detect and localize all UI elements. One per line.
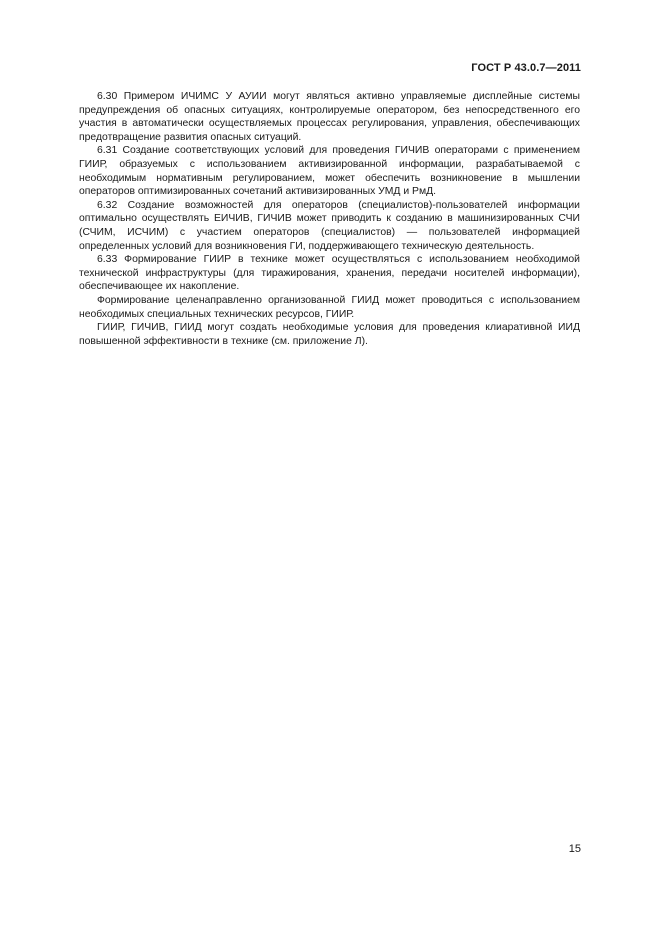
page-number: 15: [568, 843, 581, 855]
paragraph-6-33: 6.33 Формирование ГИИР в технике может осуществляться с использованием необходимой технической инфраструктуры (для тиражирования, хранения, передачи носителей информации), обеспечивающее их накопление.: [79, 254, 580, 293]
document-body: [79, 90, 580, 348]
paragraph-giid: Формирование целенаправленно организованной ГИИД может проводиться с использованием необходимых специальных технических ресурсов, ГИИР.: [79, 294, 580, 320]
paragraph-6-31: 6.31 Создание соответствующих условий для проведения ГИЧИВ операторами с применением ГИИР, образуемых с использованием активизированной информации, разрабатываемой с необходимым нормативным регулированием, может обеспечить возникновение в мышлении операторов оптимизированных сочетаний активизированных УМД и РмД.: [79, 145, 580, 198]
paragraph-conclusion: ГИИР, ГИЧИВ, ГИИД могут создать необходимые условия для проведения клиаративной ИИД повышенной эффективности в технике (см. приложение Л).: [79, 322, 580, 347]
document-code: ГОСТ Р 43.0.7—2011: [471, 62, 581, 74]
paragraph-6-30: 6.30 Примером ИЧИМС У АУИИ могут являться активно управляемые дисплейные системы предупреждения об опасных ситуациях, контролируемые оператором, без непосредственного его участия в автоматически осуществляемых процессах регулирования, управления, обеспечивающих предотвращение развития опасных ситуаций.: [79, 91, 580, 143]
paragraph-6-32: 6.32 Создание возможностей для операторов (специалистов)-пользователей информации оптимально осуществлять ЕИЧИВ, ГИЧИВ может приводить к созданию в машинизированных СЧИ (СЧИМ, ИСЧИМ) с участием операторов (специалистов) — пользователей информацией определенных условий для возникновения ГИ, поддерживающего техническую деятельность.: [79, 199, 580, 252]
